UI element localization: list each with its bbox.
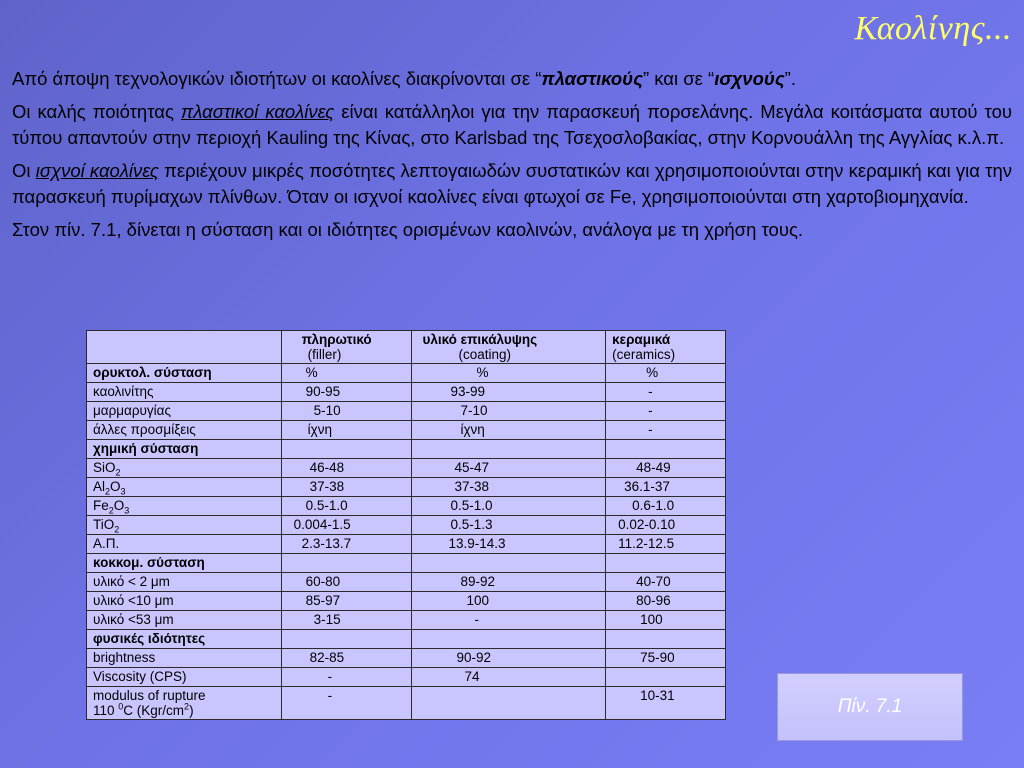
- cell-ceramics: 100: [606, 611, 726, 630]
- cell-ceramics: %: [606, 364, 726, 383]
- degree-superscript: 0: [118, 701, 124, 712]
- cell-filler: 37-38: [281, 478, 412, 497]
- cell-empty: [606, 630, 726, 649]
- cell-empty: [606, 440, 726, 459]
- cell-coating: -: [412, 611, 606, 630]
- formula-base: SiO: [93, 460, 116, 475]
- cell-ceramics: 11.2-12.5: [606, 535, 726, 554]
- cell-coating: 0.5-1.3: [412, 516, 606, 535]
- cell-filler: 0.5-1.0: [281, 497, 412, 516]
- section-label-granulometric: κοκκομ. σύσταση: [87, 554, 282, 573]
- cell-filler: 2.3-13.7: [281, 535, 412, 554]
- cell-filler: ίχνη: [281, 421, 412, 440]
- p2-term-plastic-kaolins: πλαστικοί καολίνες: [180, 101, 335, 122]
- p1-text-e: ”.: [784, 68, 796, 89]
- formula-subscript: 3: [120, 486, 126, 497]
- table-caption: Πίν. 7.1: [777, 673, 963, 741]
- cell-empty: [606, 554, 726, 573]
- header-filler-greek: πληρωτικό: [301, 332, 372, 347]
- formula-mid: O: [113, 498, 125, 513]
- cell-coating: 93-99: [412, 383, 606, 402]
- table-row: [87, 516, 726, 535]
- section-label-chemical: χημική σύσταση: [87, 440, 282, 459]
- cell-coating: 13.9-14.3: [412, 535, 606, 554]
- header-coating-english: (coating): [458, 347, 511, 362]
- header-empty-cell: [87, 331, 282, 364]
- formula-base: Fe: [93, 498, 109, 513]
- slide-title: Καολίνης...: [854, 10, 1012, 47]
- row-label: brightness: [87, 649, 282, 668]
- formula-base: TiO: [93, 517, 115, 532]
- p2-text-a: Οι καλής ποιότητας: [12, 101, 181, 122]
- cell-ceramics: 36.1-37: [606, 478, 726, 497]
- row-label: [87, 516, 282, 535]
- header-ceramics-english: (ceramics): [612, 347, 676, 362]
- cell-filler: -: [281, 687, 412, 720]
- table-row: [87, 649, 726, 668]
- table-row: [87, 364, 726, 383]
- p3-text-a: Οι: [12, 160, 36, 181]
- row-label: υλικό <53 μm: [87, 611, 282, 630]
- table-row: [87, 478, 726, 497]
- cell-filler: %: [281, 364, 412, 383]
- table-row: [87, 592, 726, 611]
- paragraph-1: [12, 66, 1012, 92]
- cell-empty: [412, 440, 606, 459]
- formula-subscript: 2: [108, 505, 114, 516]
- row-label: [87, 687, 282, 720]
- cell-ceramics: -: [606, 383, 726, 402]
- table-row: [87, 630, 726, 649]
- cell-ceramics: -: [606, 402, 726, 421]
- paragraph-4: Στον πίν. 7.1, δίνεται η σύσταση και οι ιδιότητες ορισμένων καολινών, ανάλογα με τη χρήση τους.: [12, 219, 804, 240]
- table-row: [87, 535, 726, 554]
- modulus-label-line1: modulus of rupture: [93, 688, 206, 703]
- cell-empty: [412, 630, 606, 649]
- row-label: ορυκτολ. σύσταση: [87, 364, 282, 383]
- table-row: [87, 497, 726, 516]
- cell-coating: ίχνη: [412, 421, 606, 440]
- header-coating-greek: υλικό επικάλυψης: [422, 332, 538, 347]
- cell-ceramics: 0.6-1.0: [606, 497, 726, 516]
- cell-filler: 82-85: [281, 649, 412, 668]
- cell-filler: 0.004-1.5: [281, 516, 412, 535]
- paragraph-2: [12, 99, 1012, 151]
- cell-coating: 0.5-1.0: [412, 497, 606, 516]
- header-ceramics-greek: κεραμικά: [612, 332, 671, 347]
- modulus-label-c: ): [189, 703, 194, 718]
- row-label: άλλες προσμίξεις: [87, 421, 282, 440]
- cell-filler: 60-80: [281, 573, 412, 592]
- cell-ceramics: 10-31: [606, 687, 726, 720]
- row-label: [87, 497, 282, 516]
- table-row: [87, 421, 726, 440]
- table-row: [87, 402, 726, 421]
- cell-coating: 90-92: [412, 649, 606, 668]
- table-row: [87, 668, 726, 687]
- row-label: μαρμαρυγίας: [87, 402, 282, 421]
- table-row: [87, 459, 726, 478]
- table-row: [87, 383, 726, 402]
- cell-filler: -: [281, 668, 412, 687]
- cell-coating: 74: [412, 668, 606, 687]
- cell-filler: 46-48: [281, 459, 412, 478]
- modulus-label-b: C (Kgr/cm: [123, 703, 185, 718]
- cell-ceramics: 75-90: [606, 649, 726, 668]
- row-label: [87, 459, 282, 478]
- header-ceramics: [606, 331, 726, 364]
- header-coating: [412, 331, 606, 364]
- row-label: υλικό <10 μm: [87, 592, 282, 611]
- section-label-physical: φυσικές ιδιότητες: [87, 630, 282, 649]
- modulus-label-line2: [93, 703, 275, 718]
- paragraph-3: [12, 158, 1012, 210]
- table-row: [87, 554, 726, 573]
- cell-coating: 7-10: [412, 402, 606, 421]
- p1-term-lean: ισχνούς: [714, 68, 785, 89]
- row-label: υλικό < 2 μm: [87, 573, 282, 592]
- p1-text-a: Από άποψη τεχνολογικών ιδιοτήτων οι καολίνες διακρίνονται σε “: [12, 68, 542, 89]
- formula-mid: O: [110, 479, 121, 494]
- cell-ceramics: 0.02-0.10: [606, 516, 726, 535]
- row-label: καολινίτης: [87, 383, 282, 402]
- p1-term-plastic: πλαστικούς: [541, 68, 643, 89]
- cell-coating: %: [412, 364, 606, 383]
- cell-coating: 37-38: [412, 478, 606, 497]
- cell-coating: [412, 687, 606, 720]
- kaolin-properties-table: [86, 330, 726, 720]
- table-row: [87, 687, 726, 720]
- cell-filler: 5-10: [281, 402, 412, 421]
- cell-filler: 85-97: [281, 592, 412, 611]
- header-filler: [281, 331, 412, 364]
- row-label: Viscosity (CPS): [87, 668, 282, 687]
- formula-base: Al: [93, 479, 106, 494]
- formula-subscript: 3: [124, 505, 130, 516]
- formula-subscript: 2: [105, 486, 111, 497]
- cell-ceramics: 40-70: [606, 573, 726, 592]
- formula-subscript: 2: [114, 524, 120, 535]
- cell-ceramics: [606, 668, 726, 687]
- p2-text-c: είναι κατάλληλοι για την παρασκευή πορσελάνης. Μεγάλα κοιτάσματα αυτού του τύπου απαντούν στην περιοχή Kauling της Κίνας, στο Karlsbad της Τσεχοσλοβακίας, στην Κορνουάλλη της Αγγλίας κ.λ.π.: [12, 101, 1012, 148]
- header-filler-english: (filler): [307, 347, 342, 362]
- body-text: [12, 66, 1012, 250]
- cell-empty: [412, 554, 606, 573]
- cell-empty: [281, 554, 412, 573]
- cell-coating: 45-47: [412, 459, 606, 478]
- formula-subscript: 2: [115, 467, 121, 478]
- table-row: [87, 573, 726, 592]
- modulus-label-a: 110: [93, 703, 119, 718]
- table-row: [87, 440, 726, 459]
- cell-filler: 3-15: [281, 611, 412, 630]
- cell-coating: 89-92: [412, 573, 606, 592]
- row-label: Α.Π.: [87, 535, 282, 554]
- cell-ceramics: -: [606, 421, 726, 440]
- p3-term-lean-kaolins: ισχνοί καολίνες: [35, 160, 159, 181]
- table-row: [87, 611, 726, 630]
- squared-superscript: 2: [184, 701, 190, 712]
- cell-ceramics: 80-96: [606, 592, 726, 611]
- row-label: [87, 478, 282, 497]
- p3-text-c: περιέχουν μικρές ποσότητες λεπτογαιωδών συστατικών και χρησιμοποιούνται στην κεραμική και για την παρασκευή πυρίμαχων πλίνθων. Όταν οι ισχνοί καολίνες είναι φτωχοί σε Fe, χρησιμοποιούνται στη χαρτοβιομηχανία.: [12, 160, 1012, 207]
- cell-filler: 90-95: [281, 383, 412, 402]
- table-header-row: [87, 331, 726, 364]
- cell-coating: 100: [412, 592, 606, 611]
- p1-text-c: ” και σε “: [642, 68, 715, 89]
- cell-ceramics: 48-49: [606, 459, 726, 478]
- cell-empty: [281, 630, 412, 649]
- cell-empty: [281, 440, 412, 459]
